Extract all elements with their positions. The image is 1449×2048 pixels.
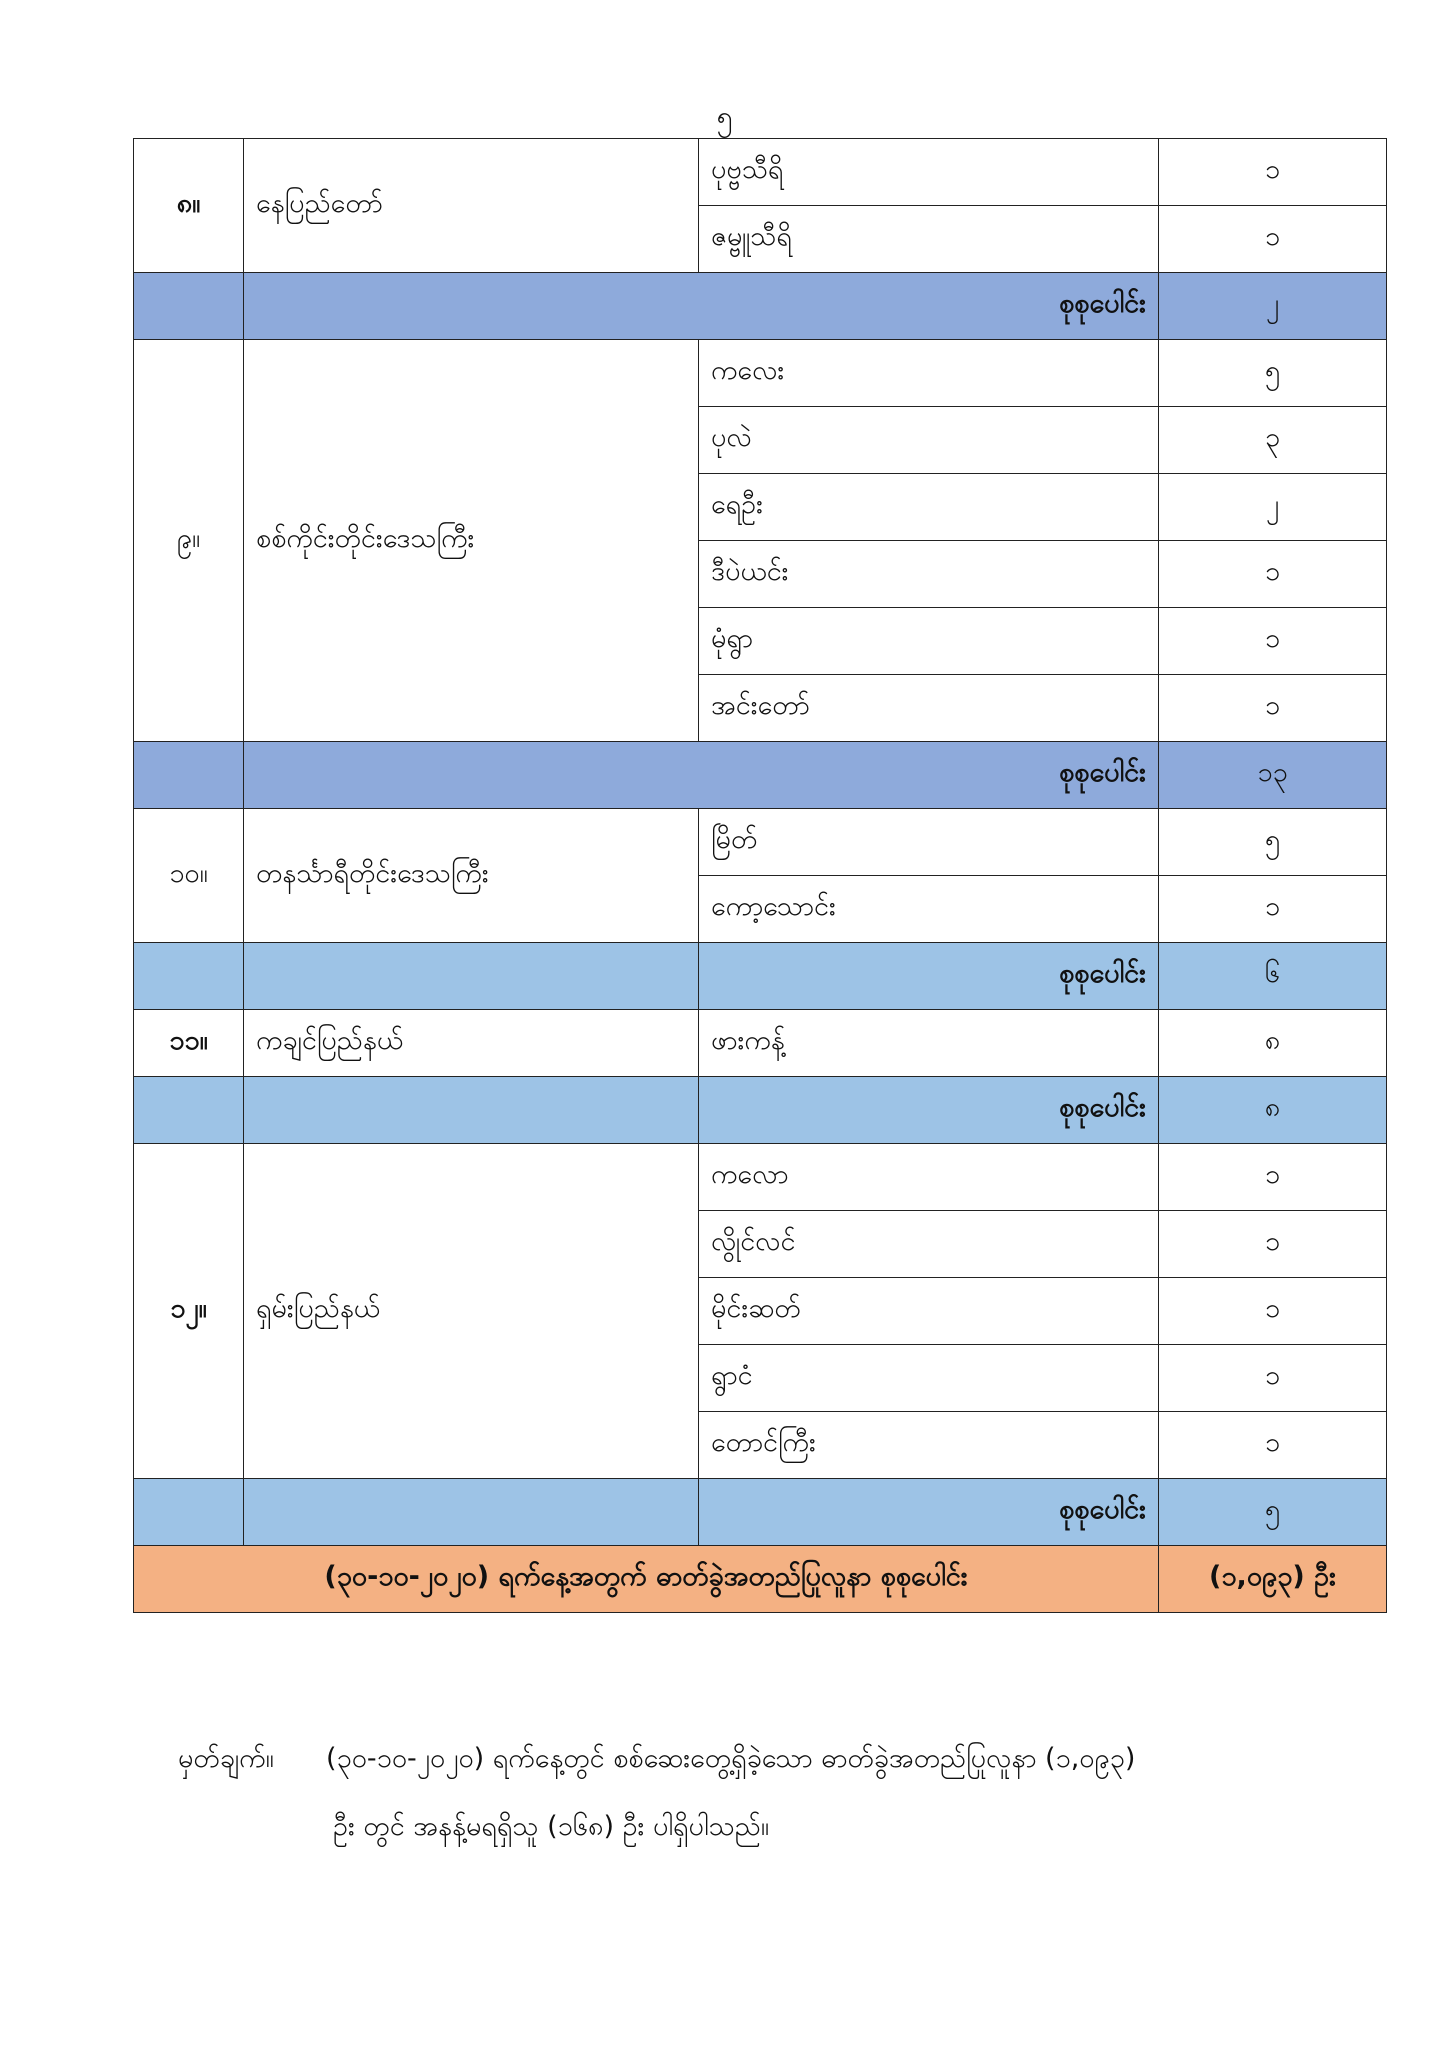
township-name: ဇမ္ဗူသီရိ (699, 206, 1159, 273)
township-name: ရွာငံ (699, 1345, 1159, 1412)
case-count: ၁ (1159, 541, 1387, 608)
footnote-title: မှတ်ချက်။ (178, 1743, 274, 1774)
subtotal-row (134, 1479, 1387, 1546)
grand-total-value: (၁,၀၉၃) ဦး (1159, 1546, 1387, 1613)
township-name: အင်းတော် (699, 675, 1159, 742)
township-name: တောင်ကြီး (699, 1412, 1159, 1479)
subtotal-label: စုစုပေါင်း (244, 273, 1159, 340)
grand-total-label: (၃၀-၁၀-၂၀၂၀) ရက်နေ့အတွက် ဓာတ်ခွဲအတည်ပြုလူနာ စုစုပေါင်း (134, 1546, 1159, 1613)
region-name: တနင်္သာရီတိုင်းဒေသကြီး (244, 809, 699, 943)
subtotal-row (134, 273, 1387, 340)
subtotal-value: ၅ (1159, 1479, 1387, 1546)
township-name: ကလေး (699, 340, 1159, 407)
case-count: ၁ (1159, 139, 1387, 206)
township-name: ရေဦး (699, 474, 1159, 541)
case-count: ၁ (1159, 1412, 1387, 1479)
table-row (134, 340, 1387, 407)
township-name: မြိတ် (699, 809, 1159, 876)
subtotal-row (134, 1077, 1387, 1144)
subtotal-value: ၆ (1159, 943, 1387, 1010)
case-count: ၅ (1159, 340, 1387, 407)
case-count: ၁ (1159, 608, 1387, 675)
township-name: ကော့သောင်း (699, 876, 1159, 943)
row-number: ၈။ (134, 139, 244, 273)
cases-table (133, 138, 1387, 1613)
row-number: ၁၀။ (134, 809, 244, 943)
case-count: ၅ (1159, 809, 1387, 876)
case-count: ၁ (1159, 1278, 1387, 1345)
region-name: ရှမ်းပြည်နယ် (244, 1144, 699, 1479)
subtotal-value: ၁၃ (1159, 742, 1387, 809)
case-count: ၁ (1159, 1345, 1387, 1412)
row-number: ၁၂။ (134, 1144, 244, 1479)
table-row (134, 139, 1387, 206)
subtotal-value: ၂ (1159, 273, 1387, 340)
table-row (134, 1144, 1387, 1211)
table-row (134, 1010, 1387, 1077)
subtotal-value: ၈ (1159, 1077, 1387, 1144)
subtotal-label: စုစုပေါင်း (699, 943, 1159, 1010)
subtotal-label: စုစုပေါင်း (699, 1077, 1159, 1144)
grand-total-row (134, 1546, 1387, 1613)
subtotal-row (134, 742, 1387, 809)
subtotal-label: စုစုပေါင်း (699, 1479, 1159, 1546)
case-count: ၁ (1159, 1144, 1387, 1211)
case-count: ၁ (1159, 675, 1387, 742)
township-name: ဖားကန့် (699, 1010, 1159, 1077)
region-name: ကချင်ပြည်နယ် (244, 1010, 699, 1077)
case-count: ၃ (1159, 407, 1387, 474)
township-name: မိုင်းဆတ် (699, 1278, 1159, 1345)
page-number: ၅ (716, 100, 733, 133)
footnote-text-1: (၃၀-၁၀-၂၀၂၀) ရက်နေ့တွင် စစ်ဆေးတွေ့ရှိခဲ့သော ဓာတ်ခွဲအတည်ပြုလူနာ (၁,၀၉၃) (326, 1743, 1136, 1774)
township-name: ကလော (699, 1144, 1159, 1211)
row-number: ၁၁။ (134, 1010, 244, 1077)
township-name: လွိုင်လင် (699, 1211, 1159, 1278)
township-name: ဒီပဲယင်း (699, 541, 1159, 608)
region-name: နေပြည်တော် (244, 139, 699, 273)
case-count: ၁ (1159, 1211, 1387, 1278)
township-name: ပုလဲ (699, 407, 1159, 474)
subtotal-row (134, 943, 1387, 1010)
case-count: ၁ (1159, 206, 1387, 273)
row-number: ၉။ (134, 340, 244, 742)
footnote (178, 1725, 1398, 1861)
table-row (134, 809, 1387, 876)
case-count: ၁ (1159, 876, 1387, 943)
subtotal-label: စုစုပေါင်း (244, 742, 1159, 809)
footnote-text-2: ဦး တွင် အနန့်မရရှိသူ (၁၆၈) ဦး ပါရှိပါသည်။ (333, 1811, 769, 1842)
township-name: မုံရွာ (699, 608, 1159, 675)
township-name: ပုဗ္ဗသီရိ (699, 139, 1159, 206)
footnote-line-1 (178, 1725, 1398, 1793)
case-count: ၈ (1159, 1010, 1387, 1077)
case-count: ၂ (1159, 474, 1387, 541)
region-name: စစ်ကိုင်းတိုင်းဒေသကြီး (244, 340, 699, 742)
